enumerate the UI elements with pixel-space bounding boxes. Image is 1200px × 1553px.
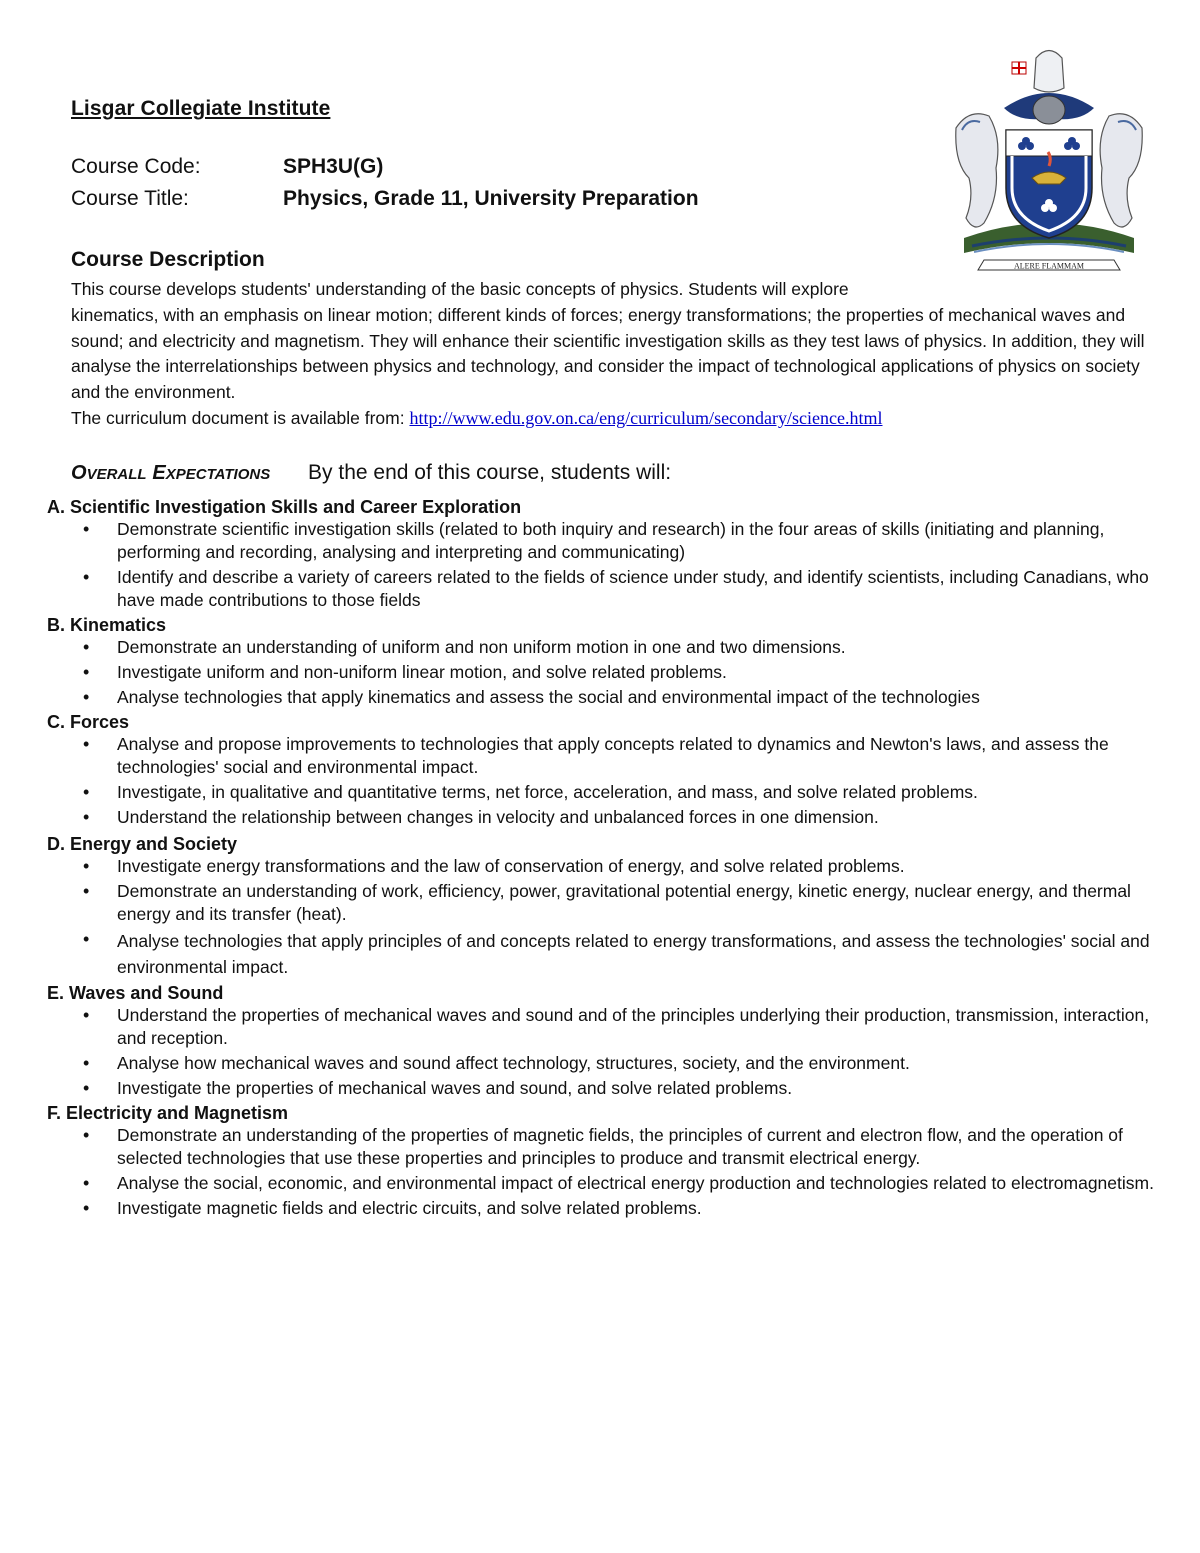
section-c	[47, 711, 1157, 829]
bullet-icon: •	[83, 567, 90, 587]
list-item: • Understand the relationship between changes in velocity and unbalanced forces in one dimension.	[83, 807, 879, 827]
course-title: Physics, Grade 11, University Preparation	[283, 187, 699, 210]
bullet-icon: •	[83, 519, 90, 539]
list-item: • Investigate energy transformations and the law of conservation of energy, and solve related problems.	[83, 856, 905, 876]
list-item: • Demonstrate an understanding of the properties of magnetic fields, the principles of current and electron flow, and the operation of selected technologies that use these properties and principles to produce and transmit electrical energy.	[83, 1125, 1123, 1168]
list-item: • Analyse the social, economic, and environmental impact of electrical energy production and technologies related to electromagnetism.	[83, 1173, 1154, 1193]
list-item: • Analyse and propose improvements to technologies that apply concepts related to dynamics and Newton's laws, and assess the technologies' social and environmental impact.	[83, 734, 1109, 777]
description-paragraph-1: This course develops students' understanding of the basic concepts of physics. Students will explore	[71, 279, 849, 299]
curriculum-link-prefix: The curriculum document is available from:	[71, 407, 410, 428]
description-paragraph-2: kinematics, with an emphasis on linear motion; different kinds of forces; energy transformations; the properties of mechanical waves and sound; and electricity and magnetism. They will enhance their scientific investigation skills as they test laws of physics. In addition, they will analyse the interrelationships between physics and technology, and consider the impact of technological applications of physics on society and the environment.	[71, 304, 1145, 403]
course-code-row	[71, 155, 383, 179]
section-title: F. Electricity and Magnetism	[47, 1103, 289, 1123]
bullet-icon: •	[83, 929, 90, 949]
course-title-row	[71, 187, 699, 211]
list-item: • Investigate magnetic fields and electric circuits, and solve related problems.	[83, 1198, 702, 1218]
section-title: B. Kinematics	[47, 615, 167, 635]
crest-motto: ALERE FLAMMAM	[1013, 261, 1085, 271]
school-name: Lisgar Collegiate Institute	[71, 97, 331, 120]
list-item: • Analyse technologies that apply kinematics and assess the social and environmental impact of the technologies	[83, 687, 980, 707]
bullet-icon: •	[83, 856, 90, 876]
bullet-icon: •	[83, 662, 90, 682]
list-item: • Identify and describe a variety of careers related to the fields of science under study, and identify scientists, including Canadians, who have made contributions to those fields	[83, 567, 1149, 610]
list-item: • Investigate uniform and non-uniform linear motion, and solve related problems.	[83, 662, 727, 682]
expectations-sections	[47, 494, 1157, 1222]
overall-expectations-subtitle: By the end of this course, students will:	[308, 461, 672, 484]
bullet-icon: •	[83, 1125, 90, 1145]
list-item: • Analyse technologies that apply principles of and concepts related to energy transformations, and assess the technologies' social and environmental impact.	[83, 929, 1150, 977]
bullet-icon: •	[83, 881, 90, 901]
course-code-label: Course Code:	[71, 155, 201, 178]
bullet-icon: •	[83, 1053, 90, 1073]
curriculum-link[interactable]: http://www.edu.gov.on.ca/eng/curriculum/secondary/science.html	[409, 407, 883, 428]
section-title: C. Forces	[47, 712, 130, 732]
course-title-label: Course Title:	[71, 187, 189, 210]
list-item: • Understand the properties of mechanical waves and sound and of the principles underlying their production, transmission, interaction, and reception.	[83, 1005, 1150, 1048]
course-description	[71, 277, 1151, 432]
section-e	[47, 982, 1157, 1100]
list-item: • Analyse how mechanical waves and sound affect technology, structures, society, and the environment.	[83, 1053, 910, 1073]
list-item: • Investigate the properties of mechanical waves and sound, and solve related problems.	[83, 1078, 793, 1098]
bullet-icon: •	[83, 687, 90, 707]
course-description-heading: Course Description	[71, 248, 265, 271]
curriculum-link-line	[71, 406, 1151, 432]
bullet-icon: •	[83, 1005, 90, 1025]
list-item: • Investigate, in qualitative and quantitative terms, net force, acceleration, and mass, and solve related problems.	[83, 782, 978, 802]
bullet-icon: •	[83, 1198, 90, 1218]
bullet-icon: •	[83, 1078, 90, 1098]
section-title: D. Energy and Society	[47, 834, 238, 854]
school-crest-logo	[944, 38, 1154, 278]
bullet-icon: •	[83, 637, 90, 657]
section-d	[47, 833, 1157, 980]
list-item: • Demonstrate scientific investigation skills (related to both inquiry and research) in the four areas of skills (initiating and planning, performing and recording, analysing and interpreting and communicating)	[83, 519, 1105, 562]
bullet-icon: •	[83, 807, 90, 827]
section-a	[47, 496, 1157, 612]
bullet-icon: •	[83, 782, 90, 802]
section-f	[47, 1102, 1157, 1220]
section-b	[47, 614, 1157, 709]
list-item: • Demonstrate an understanding of work, efficiency, power, gravitational potential energy, kinetic energy, nuclear energy, and thermal energy and its transfer (heat).	[83, 881, 1131, 924]
bullet-icon: •	[83, 734, 90, 754]
section-title: E. Waves and Sound	[47, 983, 224, 1003]
section-title: A. Scientific Investigation Skills and Career Exploration	[47, 497, 522, 517]
course-code: SPH3U(G)	[283, 155, 384, 178]
overall-expectations-heading: OVERALL EXPECTATIONS By the end of this course, students will:	[71, 461, 672, 484]
list-item: • Demonstrate an understanding of uniform and non uniform motion in one and two dimensions.	[83, 637, 846, 657]
bullet-icon: •	[83, 1173, 90, 1193]
